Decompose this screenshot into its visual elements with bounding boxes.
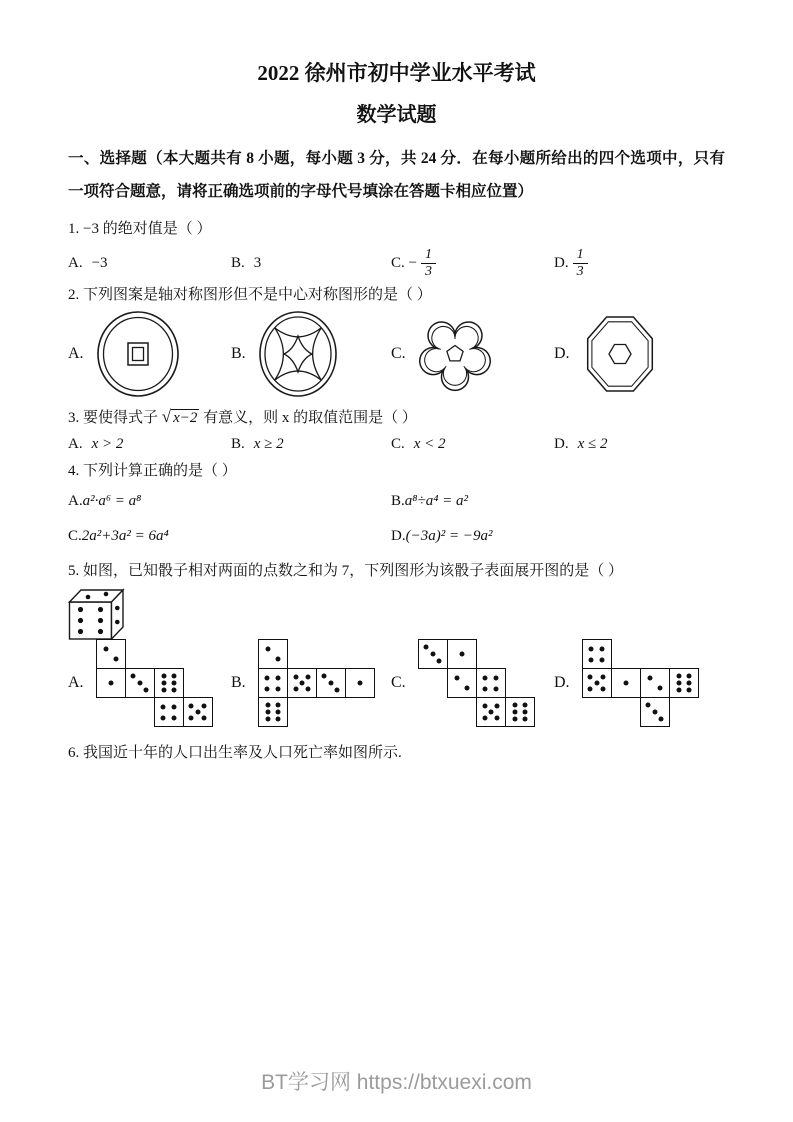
net-cell	[640, 697, 670, 727]
pip	[454, 676, 459, 681]
net-cell	[640, 668, 670, 698]
q2-option-a: A.	[68, 310, 231, 398]
question-2	[68, 285, 725, 399]
q5-option-c: C.	[391, 639, 554, 727]
net-cell	[476, 697, 506, 727]
q1-option-d: D. $\frac{1}{3}$	[554, 247, 588, 280]
pip	[305, 687, 310, 692]
pip	[171, 688, 176, 693]
pip	[161, 674, 166, 679]
question-6	[68, 743, 725, 763]
pip	[459, 652, 464, 657]
pip	[265, 647, 270, 652]
dice-net-figure	[258, 639, 375, 727]
q4-option-a: A. a²·a⁶ = a⁸	[68, 493, 142, 510]
pip	[594, 681, 599, 686]
pip	[275, 703, 280, 708]
pip	[483, 686, 488, 691]
q3-option-a: A. x > 2	[68, 436, 124, 453]
pip	[293, 687, 298, 692]
footer-site-link[interactable]: BT学习网 https://btxuexi.com	[261, 1071, 532, 1094]
net-cell	[258, 697, 288, 727]
pip	[588, 687, 593, 692]
q3-option-d: D. x ≤ 2	[554, 436, 608, 453]
pip	[600, 657, 605, 662]
pip	[686, 688, 691, 693]
pip	[600, 687, 605, 692]
pip	[600, 646, 605, 651]
fraction-one-third: $\frac{1}{3}$	[421, 247, 436, 280]
net-cell	[258, 668, 288, 698]
pip	[423, 645, 428, 650]
pip	[494, 675, 499, 680]
pip	[130, 674, 135, 679]
net-cell	[287, 668, 317, 698]
q1-stem: 1. −3 的绝对值是（ ）	[68, 221, 212, 237]
net-cell	[96, 639, 126, 669]
net-cell	[611, 668, 641, 698]
pip	[172, 704, 177, 709]
pip	[265, 717, 270, 722]
q5-stem: 5. 如图，已知骰子相对两面的点数之和为 7，下列图形为该骰子表面展开图的是（ ）	[68, 563, 624, 580]
q3-stem: 3. 要使得式子 √ x−2 有意义，则 x 的取值范围是（ ）	[68, 407, 417, 427]
pip	[676, 681, 681, 686]
question-3	[68, 407, 725, 453]
pip	[686, 674, 691, 679]
pip	[328, 681, 333, 686]
net-cell	[125, 668, 155, 698]
pip	[171, 681, 176, 686]
pip	[335, 687, 340, 692]
net-cell	[582, 639, 612, 669]
pip	[265, 675, 270, 680]
pip	[645, 703, 650, 708]
pip	[275, 657, 280, 662]
pip	[522, 717, 527, 722]
pip	[488, 710, 493, 715]
pip	[686, 681, 691, 686]
q5-option-a: A.	[68, 639, 231, 727]
dice-net-figure	[418, 639, 535, 727]
pip	[623, 681, 628, 686]
pip	[160, 715, 165, 720]
q1-options	[68, 247, 725, 280]
section-one-heading: 一、选择题（本大题共有 8 小题，每小题 3 分，共 24 分．在每小题所给出的四个选项中，只有一项符合题意，请将正确选项前的字母代号填涂在答题卡相应位置）	[68, 150, 725, 200]
pip	[161, 681, 166, 686]
q1-option-b: B. 3	[231, 255, 262, 272]
net-cell	[582, 668, 612, 698]
pip	[113, 657, 118, 662]
pip	[321, 674, 326, 679]
pip	[137, 681, 142, 686]
pip	[201, 716, 206, 721]
coin-square-hole-figure	[96, 310, 180, 398]
pip	[144, 687, 149, 692]
pip	[522, 703, 527, 708]
pip	[483, 675, 488, 680]
pip	[512, 717, 517, 722]
pip	[482, 704, 487, 709]
net-cell	[96, 668, 126, 698]
net-cell	[669, 668, 699, 698]
plum-blossom-figure	[418, 311, 492, 397]
q3-option-b: B. x ≥ 2	[231, 436, 284, 453]
net-cell	[154, 668, 184, 698]
q4-stem: 4. 下列计算正确的是（ ）	[68, 463, 237, 480]
pip	[305, 675, 310, 680]
pip	[103, 647, 108, 652]
pip	[201, 704, 206, 709]
pip	[357, 681, 362, 686]
pip	[647, 676, 652, 681]
pip	[172, 715, 177, 720]
q4-option-c: C. 2a²+3a² = 6a⁴	[68, 528, 169, 545]
dice-figure-wrap	[68, 587, 725, 641]
pip	[160, 704, 165, 709]
q2-options	[68, 309, 725, 399]
q1-option-a: A. −3	[68, 255, 108, 272]
exam-subtitle: 数学试题	[356, 104, 437, 126]
octagon-hexagon-figure	[582, 311, 658, 397]
pip	[676, 674, 681, 679]
net-cell	[154, 697, 184, 727]
pip	[265, 710, 270, 715]
net-cell	[505, 697, 535, 727]
sqrt-expression: √ x−2	[161, 407, 198, 427]
q2-option-c: C.	[391, 311, 554, 397]
dice-net-figure	[582, 639, 699, 727]
q4-options-row-1	[68, 493, 725, 510]
pip	[189, 716, 194, 721]
pip	[430, 652, 435, 657]
pip	[522, 710, 527, 715]
pip	[265, 703, 270, 708]
pip	[588, 675, 593, 680]
pip	[512, 710, 517, 715]
pip	[676, 688, 681, 693]
question-5	[68, 561, 725, 727]
q5-options	[68, 639, 725, 727]
q4-options-row-2	[68, 528, 725, 545]
q1-option-c: C. − $\frac{1}{3}$	[391, 247, 554, 280]
net-cell	[345, 668, 375, 698]
pip	[108, 681, 113, 686]
pip	[171, 674, 176, 679]
net-cell	[447, 639, 477, 669]
net-cell	[316, 668, 346, 698]
net-cell	[183, 697, 213, 727]
q6-stem: 6. 我国近十年的人口出生率及人口死亡率如图所示.	[68, 745, 402, 762]
pip	[482, 716, 487, 721]
net-cell	[258, 639, 288, 669]
question-1	[68, 219, 725, 280]
q2-option-b: B.	[231, 310, 391, 398]
pip	[275, 710, 280, 715]
pip	[265, 686, 270, 691]
net-cell	[447, 668, 477, 698]
fraction-one-third: $\frac{1}{3}$	[573, 247, 588, 280]
pip	[464, 686, 469, 691]
pip	[494, 704, 499, 709]
q4-option-b: B. a⁸÷a⁴ = a²	[391, 493, 469, 510]
q5-option-b: B.	[231, 639, 391, 727]
dice-figure	[68, 587, 130, 641]
pip	[189, 704, 194, 709]
pip	[437, 658, 442, 663]
pip	[276, 686, 281, 691]
pip	[161, 688, 166, 693]
pip	[588, 657, 593, 662]
net-cell	[418, 639, 448, 669]
q5-option-d: D.	[554, 639, 699, 727]
pip	[494, 716, 499, 721]
pip	[195, 710, 200, 715]
dice-net-figure	[96, 639, 213, 727]
coin-star-hole-figure	[258, 310, 338, 398]
pip	[600, 675, 605, 680]
pip	[659, 716, 664, 721]
pip	[652, 710, 657, 715]
q2-option-d: D.	[554, 311, 658, 397]
pip	[293, 675, 298, 680]
net-cell	[476, 668, 506, 698]
pip	[657, 686, 662, 691]
exam-title: 2022 徐州市初中学业水平考试	[257, 61, 536, 85]
pip	[276, 675, 281, 680]
q4-option-d: D. (−3a)² = −9a²	[391, 528, 493, 545]
pip	[275, 717, 280, 722]
q3-option-c: C. x < 2	[391, 436, 446, 453]
question-4	[68, 461, 725, 545]
pip	[512, 703, 517, 708]
pip	[494, 686, 499, 691]
footer-watermark	[0, 1066, 793, 1096]
pip	[588, 646, 593, 651]
q2-stem: 2. 下列图案是轴对称图形但不是中心对称图形的是（ ）	[68, 287, 432, 304]
pip	[299, 681, 304, 686]
q3-options	[68, 436, 725, 453]
